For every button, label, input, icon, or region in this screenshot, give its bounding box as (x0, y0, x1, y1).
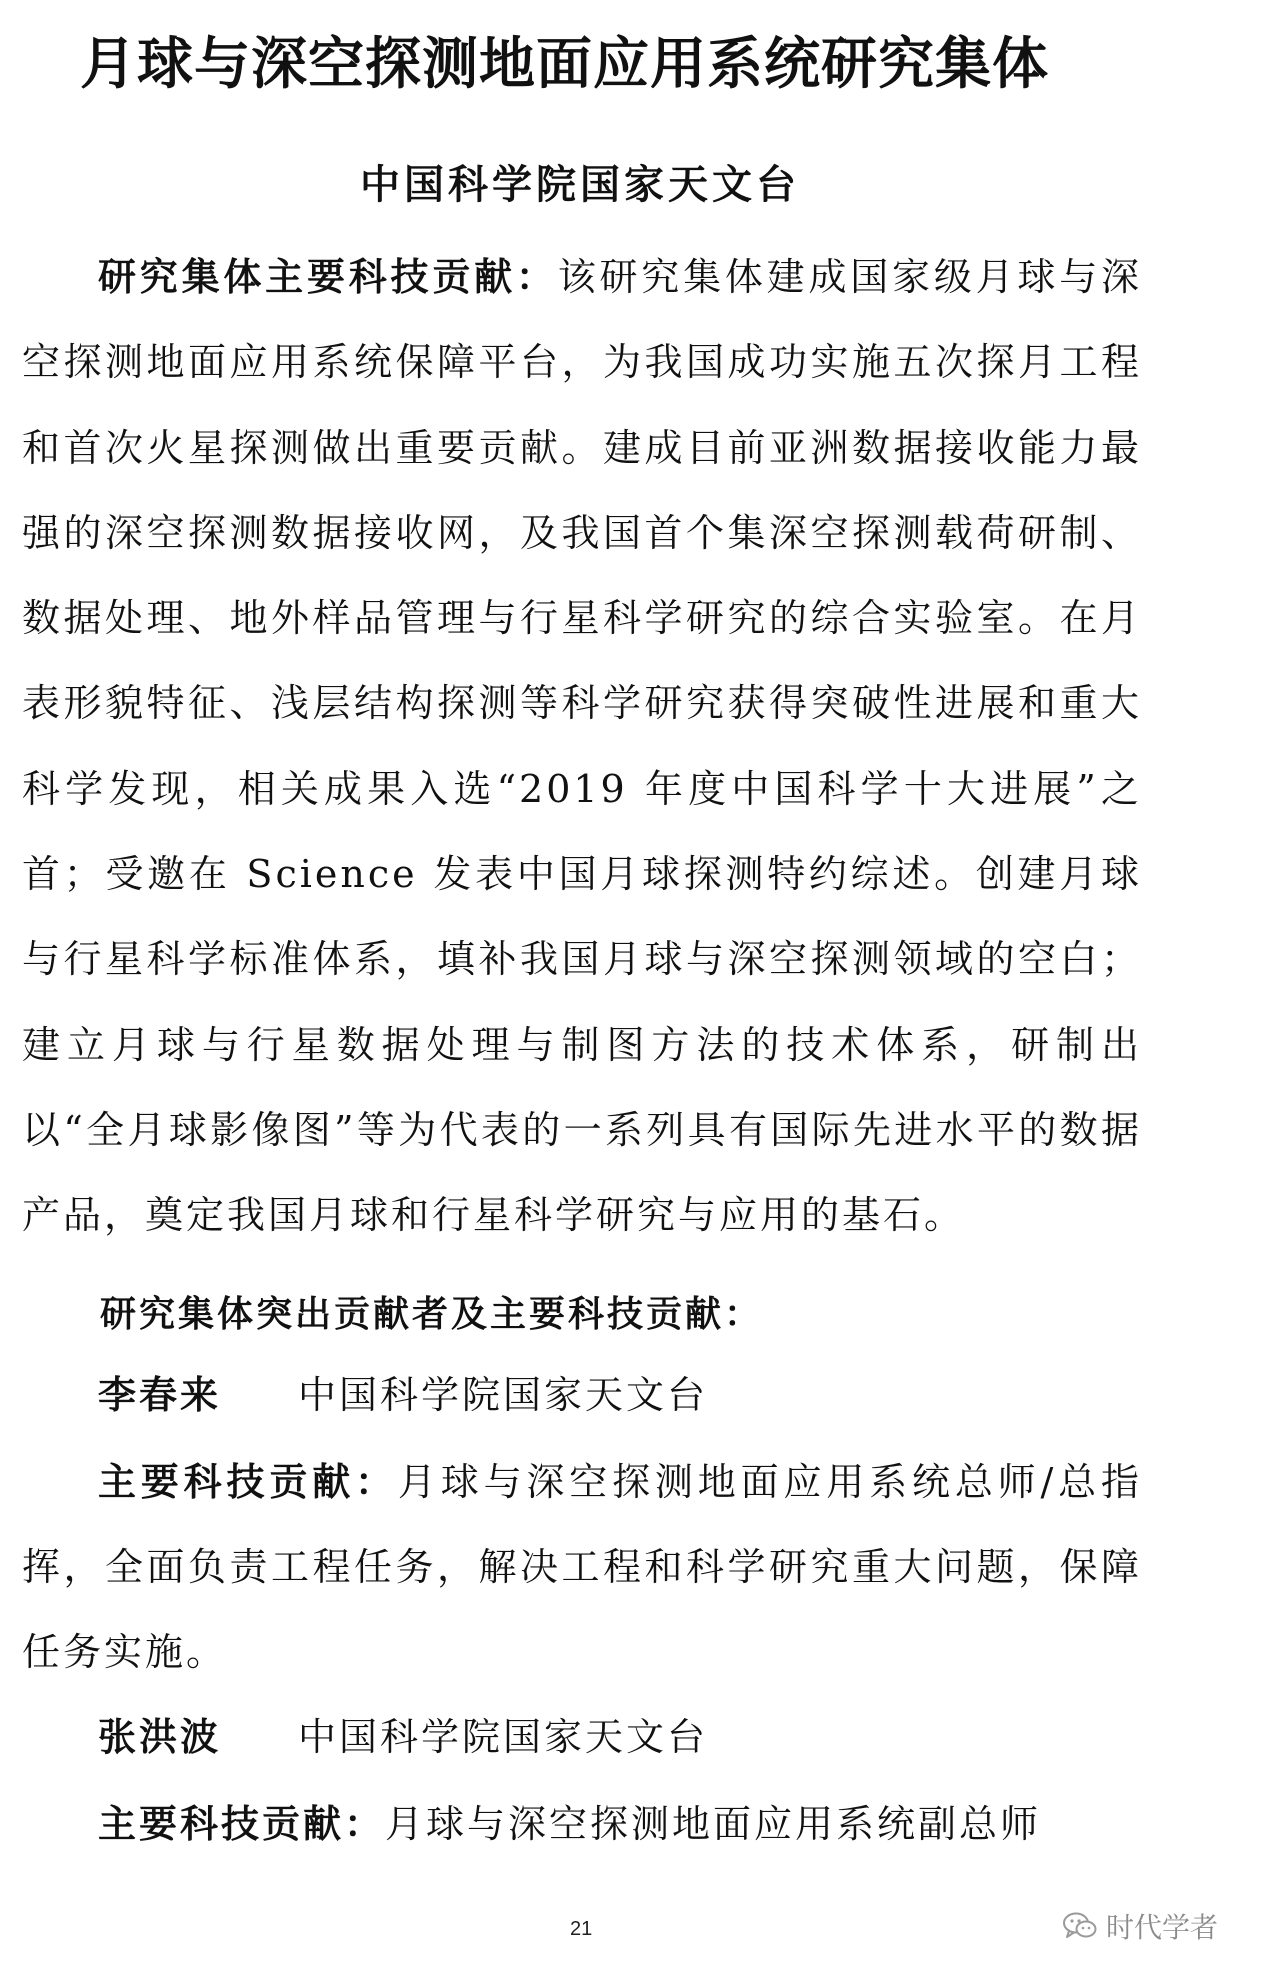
contribution-label: 主要科技贡献： (98, 1802, 386, 1846)
contributor-name: 李春来 (98, 1373, 222, 1417)
contributor-row (98, 1355, 708, 1435)
contribution-text: 月球与深空探测地面应用系统副总师 (385, 1802, 1042, 1846)
main-contribution-text: 该研究集体建成国家级月球与深空探测地面应用系统保障平台，为我国成功实施五次探月工程和首次火星探测做出重要贡献。建成目前亚洲数据接收能力最强的深空探测数据接收网，及我国首个集深空探测载荷研制、数据处理、地外样品管理与行星科学研究的综合实验室。在月表形貌特征、浅层结构探测等科学研究获得突破性进展和重大科学发现，相关成果入选“2019 年度中国科学十大进展”之首；受邀在 Science 发表中国月球探测特约综述。创建月球与行星科学标准体系，填补我国月球与深空探测领域的空白；建立月球与行星数据处理与制图方法的技术体系，研制出以“全月球影像图”等为代表的一系列具有国际先进水平的数据产品，奠定我国月球和行星科学研究与应用的基石。 (22, 255, 1142, 1238)
wechat-icon (1062, 1911, 1098, 1941)
page-title: 月球与深空探测地面应用系统研究集体 (80, 32, 1049, 97)
contributor-affiliation: 中国科学院国家天文台 (298, 1715, 709, 1759)
contribution-label: 主要科技贡献： (98, 1460, 398, 1504)
contributor-affiliation: 中国科学院国家天文台 (298, 1373, 709, 1417)
contributors-heading: 研究集体突出贡献者及主要科技贡献： (100, 1294, 764, 1335)
contributor-name: 张洪波 (98, 1715, 222, 1759)
contributor-row (98, 1697, 708, 1777)
institution-subtitle: 中国科学院国家天文台 (360, 161, 800, 208)
page-number: 21 (570, 1918, 593, 1940)
contribution-text: 月球与深空探测地面应用系统总师/总指挥，全面负责工程任务，解决工程和科学研究重大问题，保障任务实施。 (22, 1460, 1142, 1674)
watermark (1062, 1906, 1218, 1946)
main-contribution-label: 研究集体主要科技贡献： (98, 255, 558, 299)
watermark-text: 时代学者 (1106, 1911, 1219, 1944)
contributor-contribution (22, 1782, 1142, 1867)
contributor-contribution (22, 1440, 1142, 1695)
main-contribution-paragraph (22, 235, 1142, 1259)
